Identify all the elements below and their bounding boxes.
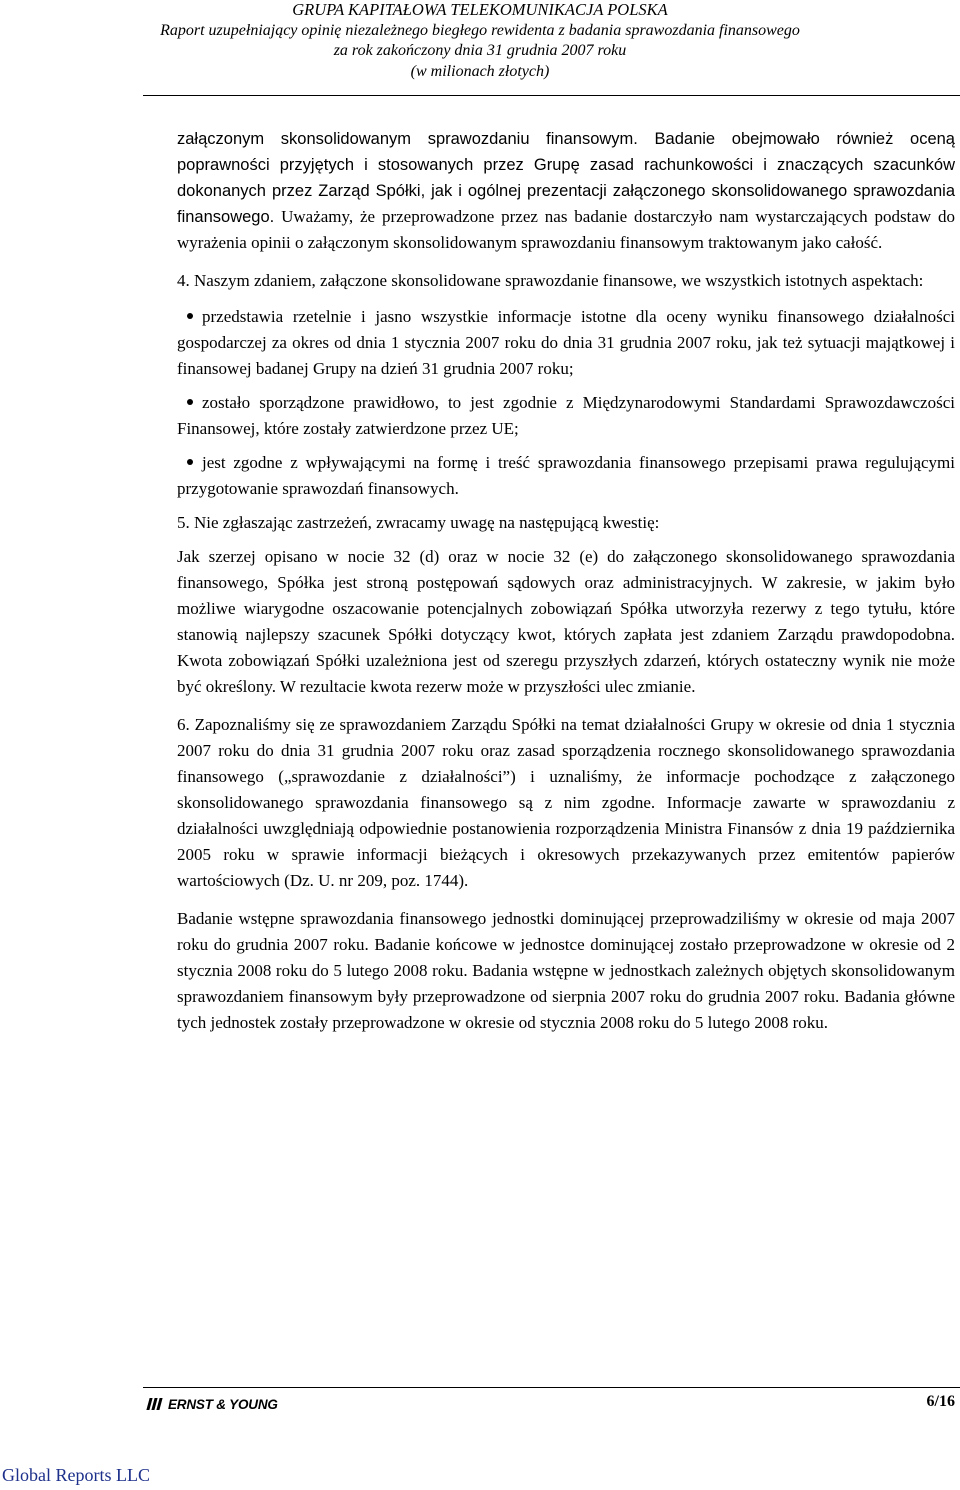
list-item [177,450,955,502]
bullet-icon [187,313,193,319]
header-period: za rok zakończony dnia 31 grudnia 2007 roku [333,42,627,59]
page-header [0,0,960,82]
paragraph-5-body: Jak szerzej opisano w nocie 32 (d) oraz w nocie 32 (e) do załączonego skonsolidowanego sprawozdania finansowego, Spółka jest stroną postępowań sądowych oraz administracyjnych. W zakresie, w jakim było możliwe wiarygodne oszacowanie potencjalnych zobowiązań Spółka utworzyła rezerwy z tego tytułu, które stanowią najlepszy szacunek Spółki dotyczący kwot, których zapłata jest zdaniem Zarządu prawdopodobna. Kwota zobowiązań Spółki uzależniona jest od szeregu przyszłych zdarzeń, których ostateczny wynik nie może być określony. W rezultacie kwota rezerw może w przyszłości ulec zmianie. [177,547,955,696]
logo-mark-icon [145,1397,165,1411]
header-units: (w milionach złotych) [410,62,550,80]
bullet-text: przedstawia rzetelnie i jasno wszystkie informacje istotne dla oceny wyniku finansowego działalności gospodarczej za okres od dnia 1 stycznia 2007 roku do dnia 31 grudnia 2007 roku, jak też sytuacji majątkowej i finansowej badanej Grupy na dzień 31 grudnia 2007 roku; [177,307,955,378]
bullet-text: jest zgodne z wpływającymi na formę i treść sprawozdania finansowego przepisami prawa regulującymi przygotowanie sprawozdań finansowych. [177,453,955,498]
logo-text: ERNST & YOUNG [168,1396,278,1412]
paragraph-5-intro: 5. Nie zgłaszając zastrzeżeń, zwracamy uwagę na następującą kwestię: [177,513,660,532]
paragraph-3-continued [177,126,955,256]
header-divider [143,95,960,96]
bullet-text: zostało sporządzone prawidłowo, to jest zgodnie z Międzynarodowymi Standardami Sprawozdawczości Finansowej, które zostały zatwierdzone przez UE; [177,393,955,438]
ernst-young-logo [145,1393,278,1415]
bullet-icon [187,459,193,465]
header-company-name: GRUPA KAPITAŁOWA TELEKOMUNIKACJA POLSKA [292,0,668,19]
list-item [177,304,955,382]
list-item [177,390,955,442]
paragraph-7: Badanie wstępne sprawozdania finansowego jednostki dominującej przeprowadziliśmy w okresie od maja 2007 roku do grudnia 2007 roku. Badanie końcowe w jednostce dominującej zostało przeprowadzone w okresie od 2 stycznia 2008 roku do 5 lutego 2008 roku. Badania wstępne w jednostkach zależnych objętych skonsolidowanym sprawozdaniem finansowym były przeprowadzone od sierpnia 2007 roku do grudnia 2007 roku. Badania główne tych jednostek zostały przeprowadzone w okresie od stycznia 2008 roku do 5 lutego 2008 roku. [177,909,955,1032]
paragraph-6: 6. Zapoznaliśmy się ze sprawozdaniem Zarządu Spółki na temat działalności Grupy w okresie od dnia 1 stycznia 2007 roku do dnia 31 grudnia 2007 roku oraz zasad sporządzenia rocznego skonsolidowanego sprawozdania finansowego („sprawozdanie z działalności”) i uznaliśmy, że informacje pochodzące z załączonego skonsolidowanego sprawozdania finansowego są z nim zgodne. Informacje zawarte w sprawozdaniu z działalności uwzględniają odpowiednie postanowienia rozporządzenia Ministra Finansów z dnia 19 października 2005 roku w sprawie informacji bieżących i okresowych przekazywanych przez emitentów papierów wartościowych (Dz. U. nr 209, poz. 1744). [177,715,955,890]
paragraph-4-intro: 4. Naszym zdaniem, załączone skonsolidowane sprawozdanie finansowe, we wszystkich istotnych aspektach: [177,271,924,290]
document-body [177,126,955,1036]
watermark-text: Global Reports LLC [2,1465,150,1485]
paragraph-3-serif-part: Uważamy, że przeprowadzone przez nas badanie dostarczyło nam wystarczających podstaw do wyrażenia opinii o załączonym skonsolidowanym sprawozdaniu finansowym traktowanym jako całość. [177,207,955,252]
paragraph-3-sans-part: załączonym skonsolidowanym sprawozdaniu finansowym. Badanie obejmowało również oceną poprawności przyjętych i stosowanych przez Grupę zasad rachunkowości i znaczących szacunków dokonanych przez Zarząd Spółki, jak i ogólnej prezentacji załączonego skonsolidowanego sprawozdania finansowego. [177,130,955,226]
footer-divider [143,1387,960,1388]
header-report-title: Raport uzupełniający opinię niezależnego biegłego rewidenta z badania sprawozdania finansowego [160,21,800,39]
page-number: 6/16 [926,1393,955,1410]
bullet-icon [187,399,193,405]
